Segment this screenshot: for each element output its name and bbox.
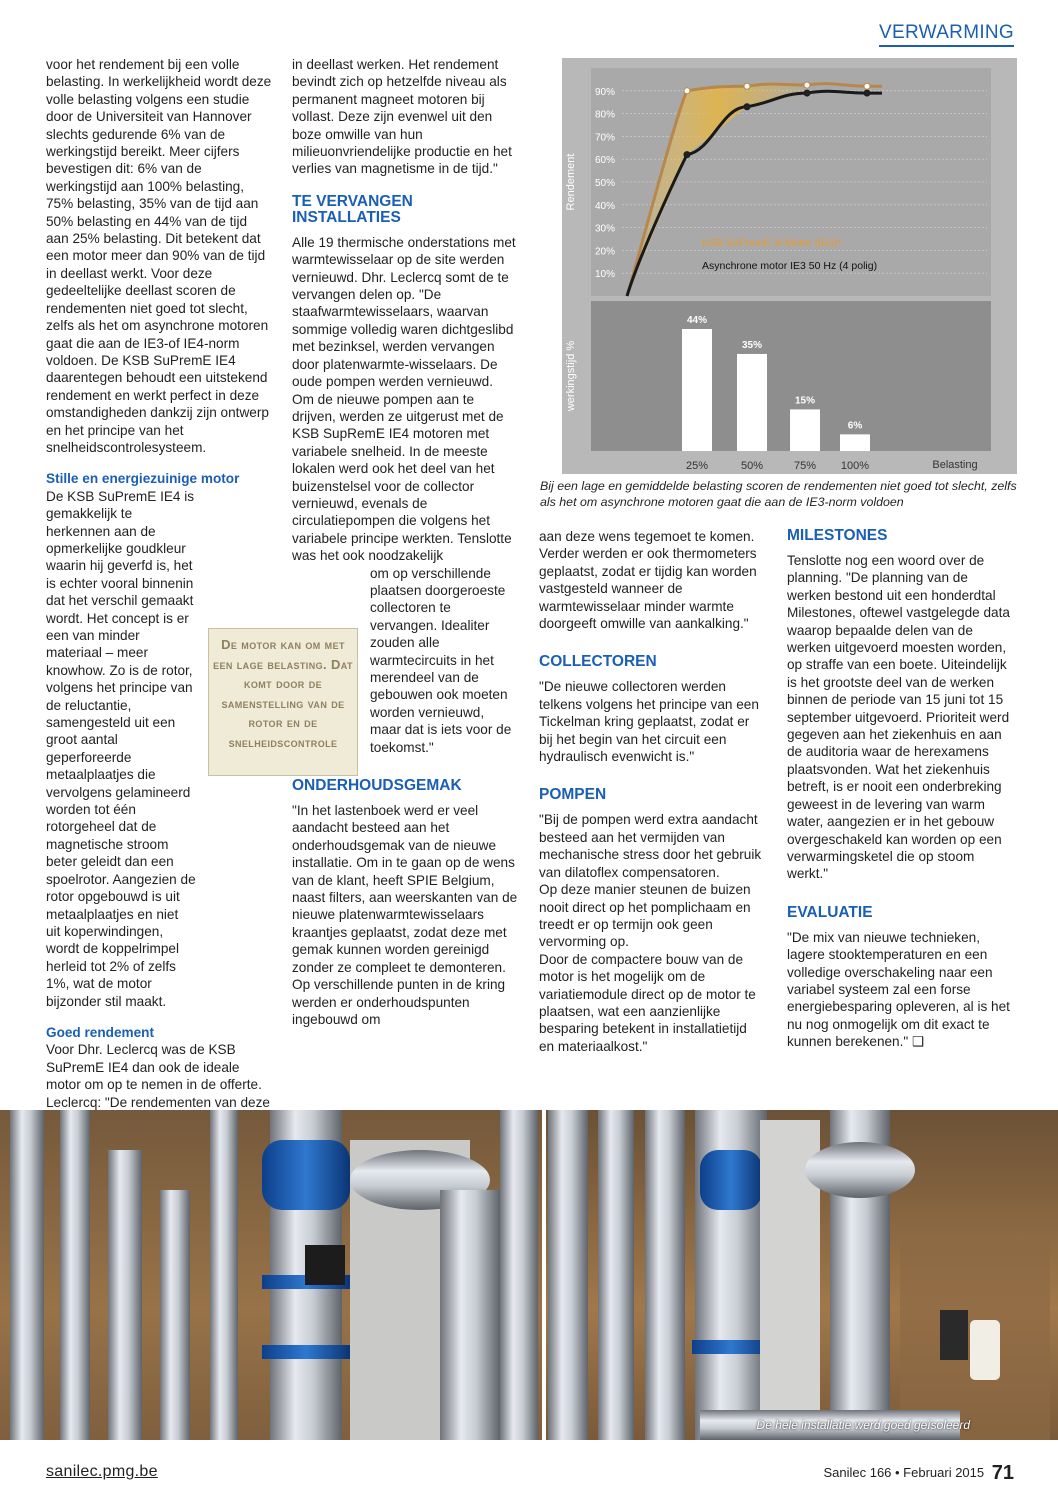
paragraph: Tenslotte nog een woord over de planning. "De planning van de werken bestond uit een honderdtal Milestones, oftewel vastgelegde data waarop bepaalde delen van de werken uitgevoerd moesten worden, op straffe van een boete. Uiteindelijk is het grootste deel van de werken binnen de periode van 15 juni tot 15 september uitgevoerd. Prioriteit werd gegeven aan het ziekenhuis en aan de auditoria waar de herexamens plaatsvonden. Wat het ziekenhuis betreft, is er nooit een onderbreking geweest in de levering van warm water, aangezien er in het gebouw overgeschakeld kan worden op een verwarmingsketel die op stoom werkt." (787, 553, 1010, 882)
x-category-label: 75% (793, 460, 817, 472)
series-point (864, 90, 870, 96)
paragraph: "Bij de pompen werd extra aandacht besteed aan het vermijden van mechanische stress door het gebruik van dilatoflex compensatoren. (539, 812, 762, 880)
bar-value-label: 44% (686, 315, 708, 326)
paragraph: "De nieuwe collectoren werden telkens volgens het principe van een Tickelman kring geplaatst, zodat er bij het begin van het circuit een hydraulisch evenwicht is." (539, 679, 759, 765)
heading-milestones: MILESTONES (787, 527, 888, 544)
installation-photo (0, 1110, 1058, 1440)
y-tick-label: 50% (595, 178, 616, 189)
column-4 (787, 528, 1015, 1051)
series-point (744, 83, 750, 89)
bar-50pct (737, 354, 767, 451)
footer-issue-info (823, 1462, 1014, 1485)
series-point (804, 82, 810, 88)
heading-collectoren: COLLECTOREN (539, 653, 657, 671)
legend-series-ksb: KSB SuPremE ®-Motor (IE4)* (702, 237, 842, 249)
y-tick-label: 80% (595, 109, 616, 121)
column-1 (46, 56, 272, 1146)
chart-svg (562, 58, 1017, 474)
paragraph: Alle 19 thermische onderstations met warmtewisselaar op de site werden vernieuwd. Dhr. Leclercq somt de te vervangen delen op. "De staafwarmtewisselaars, waarvan sommige volledig waren dichtgeslibd met bezinksel, werden vervangen door platenwarmte-wisselaars. De oude pompen werden vernieuwd. (292, 234, 516, 390)
paragraph: Door de compactere bouw van de motor is het mogelijk om de variatiemodule direct op de motor te plaatsen, wat een aanzienlijke besparing betekent in installatietijd en materiaalkost." (539, 951, 756, 1054)
column-3 (539, 528, 765, 1055)
paragraph: Voor Dhr. Leclercq was de KSB SuPremE IE4 dan ook de ideale motor om op te nemen in de offerte. Leclercq: "De rendementen van deze (46, 1042, 270, 1110)
photo-caption: De hele installatie werd goed geïsoleerd (756, 1418, 970, 1432)
footer-website[interactable]: sanilec.pmg.be (46, 1463, 158, 1480)
pull-quote: De motor kan om met een lage belasting. Dat komt door de samenstelling van de rotor en de snelheidscontrole (208, 628, 358, 776)
bar-25pct (682, 329, 712, 451)
section-tag: VERWARMING (879, 22, 1014, 47)
heading-evaluatie: EVALUATIE (787, 903, 873, 921)
page-number: 71 (991, 1462, 1014, 1484)
legend-series-ie3: Asynchrone motor IE3 50 Hz (4 polig) (702, 260, 878, 272)
x-category-label: 25% (685, 460, 709, 472)
series-point (804, 90, 810, 96)
series-point (864, 83, 870, 89)
subheading-goed: Goed rendement (46, 1024, 155, 1040)
bar-value-label: 6% (847, 420, 863, 432)
y-tick-label: 40% (595, 200, 616, 212)
y-tick-label: 20% (595, 246, 616, 258)
column-2 (292, 56, 518, 1028)
bar-value-label: 15% (794, 395, 816, 407)
paragraph: om op verschillende plaatsen doorgeroeste collectoren te vervangen. Idealiter zouden alle warmtecircuits in het merendeel van de gebouwen ook moeten worden vernieuwd, maar dat is iets voor de toekomst." (370, 565, 512, 755)
y-tick-label: 70% (595, 132, 616, 144)
bar-value-label: 35% (741, 339, 763, 351)
paragraph: in deellast werken. Het rendement bevindt zich op hetzelfde niveau als permanent magneet motoren bij vollast. Deze zijn evenwel uit den boze omwille van hun milieuonvriendelijke productie en het verlies van magnetisme in de tijd." (292, 57, 512, 177)
x-category-label: 50% (740, 460, 764, 472)
footer-issue: Sanilec 166 • Februari 2015 (823, 1465, 985, 1480)
series-point (684, 152, 690, 158)
heading-te-vervangen: TE VERVANGEN INSTALLATIES (292, 192, 413, 226)
y-tick-label: 60% (595, 155, 616, 167)
y-tick-label: 10% (595, 269, 616, 281)
series-point (684, 88, 690, 94)
paragraph: aan deze wens tegemoet te komen. Verder werden er ook thermometers geplaatst, zodat er tijdig kan worden vastgesteld wanneer de warmtewisselaar minder warmte doorgeeft omwille van aankalking." (539, 529, 757, 632)
subheading-stille: Stille en energiezuinige motor (46, 471, 240, 487)
chart-caption: Bij een lage en gemiddelde belasting scoren de rendementen niet goed tot slecht, zelfs als het om asynchrone motoren gaat die aan de IE3-norm voldoen (540, 479, 1017, 509)
paragraph: voor het rendement bij een volle belasting. In werkelijkheid wordt deze volle belasting volgens een studie door de Universiteit van Hannover slechts gedurende 6% van de werkingstijd bereikt. Meer cijfers bevestigen dit: 6% van de werkingstijd aan 100% belasting, 75% belasting, 35% van de tijd aan 50% belasting en 44% van de tijd aan 25% belasting. Dit betekent dat een motor meer dan 90% van de tijd in deellast werkt. Voor deze gedeeltelijke deellast scoren de rendementen niet goed tot slecht, zelfs als het om asynchrone motoren gaat die aan de IE3-of IE4-norm voldoen. De KSB SuPremE IE4 daarentegen behoudt een uitstekend rendement en werkt perfect in deze omstandigheden dankzij zijn ontwerp en het principe van het snelheidscontrolesysteem. (46, 57, 272, 455)
photo-illustration (0, 1110, 1058, 1440)
bar-100pct (840, 434, 870, 451)
efficiency-chart (562, 58, 1017, 474)
paragraph: Op deze manier steunen de buizen nooit direct op het pomplichaam en treedt er op termijn ook geen vervorming op. (539, 882, 751, 950)
x-category-label: 100% (840, 460, 870, 472)
x-axis-label-belasting: Belasting (932, 459, 978, 471)
y-axis-label-rendement: Rendement (565, 153, 577, 211)
y-tick-label: 90% (595, 86, 616, 98)
paragraph: "In het lastenboek werd er veel aandacht besteed aan het onderhoudsgemak van de nieuwe installatie. Om in te gaan op de wens van de klant, heeft SPIE Belgium, naast filters, aan weerskanten van de nieuwe platenwarmtewisselaars kraantjes geplaatst, zodat deze met gemak kunnen worden gereinigd zonder ze compleet te demonteren. Op verschillende punten in de kring werden er onderhoudspunten ingebouwd om (292, 803, 518, 1027)
y-tick-label: 30% (595, 223, 616, 235)
paragraph: Om de nieuwe pompen aan te drijven, werden ze uitgerust met de KSB SupRemE IE4 motoren met variabele snelheid. In de meeste lokalen werd ook het deel van het buizenstelsel voor de collector vernieuwd, evenals de circulatiepompen die volgens het variabele principe werkten. Tenslotte was het ook noodzakelijk (292, 391, 512, 564)
heading-pompen: POMPEN (539, 786, 607, 804)
y-axis-label-werkingstijd: werkingstijd % (565, 340, 577, 412)
paragraph: "De mix van nieuwe technieken, lagere stooktemperaturen en een volledige overschakeling naar een variabel systeem zal een forse energiebesparing opleveren, al is het nu nog onmogelijk om dit exact te kunnen berekenen." ❑ (787, 929, 1010, 1050)
bar-75pct (790, 409, 820, 451)
heading-onderhoudsgemak: ONDERHOUDSGEMAK (292, 777, 462, 795)
paragraph-text: De KSB SuPremE IE4 is gemakkelijk te herkennen aan de opmerkelijke goudkleur waarin hij geverfd is, het is echter vooral binnenin dat het verschil gemaakt wordt. Het concept is er een van minder materiaal – meer knowhow. Zo is de rotor, volgens het principe van de reluctantie, samengesteld uit een groot aantal geperforeerde metaalplaatjes die vervolgens gelamineerd worden tot één rotorgeheel dat de magnetische stroom beter geleidt dan een spoelrotor. Aangezien de rotor opgebouwd is uit metaalplaatjes en niet uit koperwindingen, wordt de koppelrimpel herleid tot 2% of zelfs 1%, wat de motor bijzonder stil maakt. (46, 488, 196, 1009)
series-point (744, 104, 750, 110)
